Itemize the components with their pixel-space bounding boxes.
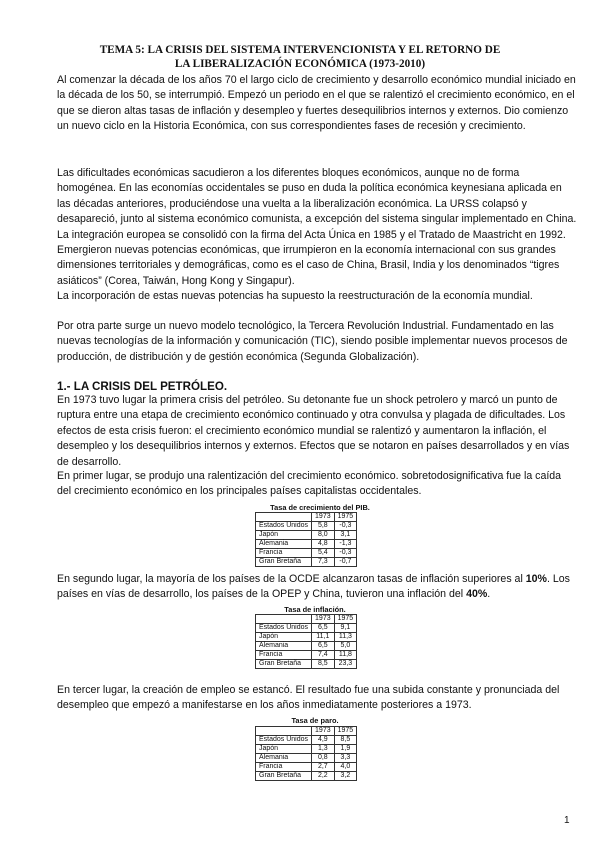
table-row — [256, 540, 357, 549]
table-header-empty — [256, 513, 312, 522]
value-cell: -1,3 — [334, 540, 357, 549]
value-cell: 11,1 — [312, 633, 335, 642]
country-cell: Japón — [256, 633, 312, 642]
value-cell: 7,3 — [312, 558, 335, 567]
table-row — [256, 754, 357, 763]
gdp-growth-table — [255, 512, 357, 567]
section-paragraph-2: En primer lugar, se produjo una ralentización del crecimiento económico. sobretodosignificativa fue la caída del crecimiento económico en los principales países capitalistas occidentales. — [57, 470, 562, 498]
value-cell: 1,3 — [312, 745, 335, 754]
intro-paragraph-1: Al comenzar la década de los años 70 el largo ciclo de crecimiento y desarrollo económico mundial iniciado en la década de los 50, se interrumpió. Empezó un periodo en el que se ralentizó el crecimiento económico, en el que se dieron altas tasas de inflación y desempleo y fuertes desequilibrios internos y externos. Dio comienzo un nuevo ciclo en la Historia Económica, con sus correspondientes fases de recesión y crecimiento. — [57, 74, 576, 133]
value-cell: 8,5 — [312, 660, 335, 669]
value-cell: -0,3 — [334, 522, 357, 531]
table-header-year: 1975 — [334, 727, 357, 736]
country-cell: Gran Bretaña — [256, 772, 312, 781]
intro-paragraph-3: La incorporación de estas nuevas potencias ha supuesto la reestructuración de la economía mundial. — [57, 290, 533, 302]
value-cell: 8,5 — [334, 736, 357, 745]
table-row — [256, 651, 357, 660]
table-header-year: 1973 — [312, 513, 335, 522]
table-row — [256, 736, 357, 745]
value-cell: 4,0 — [334, 763, 357, 772]
table-header-row — [256, 513, 357, 522]
table-row — [256, 558, 357, 567]
value-cell: 3,1 — [334, 531, 357, 540]
inflation-value-developing: 40% — [466, 588, 488, 601]
section-paragraph-3 — [57, 572, 577, 603]
country-cell: Estados Unidos — [256, 736, 312, 745]
value-cell: -0,3 — [334, 549, 357, 558]
value-cell: 9,1 — [334, 624, 357, 633]
unemployment-table — [255, 726, 357, 781]
country-cell: Estados Unidos — [256, 522, 312, 531]
value-cell: 5,4 — [312, 549, 335, 558]
table-row — [256, 624, 357, 633]
section-paragraph-1: En 1973 tuvo lugar la primera crisis del petróleo. Su detonante fue un shock petrolero y marcó un punto de ruptura entre una etapa de crecimiento económico continuado y otra convulsa y plagada de dificultades. Los efectos de esta crisis fueron: el crecimiento económico mundial se ralentizó y aumentaron la inflación, el desempleo y los desequilibrios internos y externos. Efectos que se notaron en países desarrollados y en vías de desarrollo. — [57, 394, 570, 468]
inflation-text-middle: . Los países en vías de desarrollo, los países de la OPEP y China, tuvieron una inflación del — [57, 573, 570, 601]
value-cell: 2,2 — [312, 772, 335, 781]
value-cell: 6,5 — [312, 642, 335, 651]
value-cell: 11,3 — [334, 633, 357, 642]
inflation-text-start: En segundo lugar, la mayoría de los países de la OCDE alcanzaron tasas de inflación superiores al — [57, 573, 526, 585]
value-cell: 23,3 — [334, 660, 357, 669]
country-cell: Japón — [256, 745, 312, 754]
value-cell: 5,8 — [312, 522, 335, 531]
table-row — [256, 745, 357, 754]
table-row — [256, 660, 357, 669]
document-title-line-1: TEMA 5: LA CRISIS DEL SISTEMA INTERVENCIONISTA Y EL RETORNO DE — [99, 44, 501, 56]
value-cell: 4,8 — [312, 540, 335, 549]
value-cell: 1,9 — [334, 745, 357, 754]
country-cell: Alemania — [256, 642, 312, 651]
table-header-empty — [256, 727, 312, 736]
inflation-table-caption: Tasa de inflación. — [284, 605, 346, 614]
unemployment-table-caption: Tasa de paro. — [291, 716, 339, 725]
section-heading: 1.- LA CRISIS DEL PETRÓLEO. — [57, 380, 228, 393]
table-row — [256, 549, 357, 558]
country-cell: Alemania — [256, 754, 312, 763]
country-cell: Gran Bretaña — [256, 660, 312, 669]
table-row — [256, 642, 357, 651]
value-cell: 4,9 — [312, 736, 335, 745]
value-cell: 8,0 — [312, 531, 335, 540]
table-header-row — [256, 727, 357, 736]
country-cell: Francia — [256, 763, 312, 772]
table-row — [256, 633, 357, 642]
table-row — [256, 763, 357, 772]
page-number: 1 — [564, 815, 570, 826]
country-cell: Gran Bretaña — [256, 558, 312, 567]
gdp-table-caption: Tasa de crecimiento del PIB. — [270, 503, 370, 512]
intro-paragraph-4: Por otra parte surge un nuevo modelo tecnológico, la Tercera Revolución Industrial. Fundamentado en las nuevas tecnologías de la información y comunicación (TIC), siendo posible implementar nuevos procesos de producción, de distribución y de gestión económica (Segunda Globalización). — [57, 320, 568, 363]
country-cell: Francia — [256, 651, 312, 660]
table-row — [256, 772, 357, 781]
value-cell: 3,2 — [334, 772, 357, 781]
intro-paragraph-2: Las dificultades económicas sacudieron a los diferentes bloques económicos, aunque no de forma homogénea. En las economías occidentales se puso en duda la política económica keynesiana aplicada en las décadas anteriores, produciéndose una vuelta a la liberalización económica. La URSS colapsó y desapareció, junto al sistema económico comunista, a excepción del sistema singular implementado en China. La integración europea se consolidó con la firma del Acta Única en 1985 y el Tratado de Maastricht en 1992. Emergieron nuevas potencias económicas, que irrumpieron en la economía internacional con sus grandes dimensiones territoriales y demográficas, como es el caso de China, Brasil, India y los denominados “tigres asiáticos” (Corea, Taiwán, Hong Kong y Singapur). — [57, 167, 577, 287]
table-header-year: 1973 — [312, 615, 335, 624]
inflation-table — [255, 614, 357, 669]
value-cell: 3,3 — [334, 754, 357, 763]
table-header-year: 1975 — [334, 615, 357, 624]
inflation-text-end: . — [487, 588, 491, 601]
section-paragraph-4: En tercer lugar, la creación de empleo se estancó. El resultado fue una subida constante y pronunciada del desempleo que empezó a manifestarse en los años inmediatamente posteriores a 1973. — [57, 684, 560, 712]
inflation-value-ocde: 10% — [525, 573, 547, 585]
country-cell: Japón — [256, 531, 312, 540]
table-header-empty — [256, 615, 312, 624]
country-cell: Estados Unidos — [256, 624, 312, 633]
value-cell: 6,5 — [312, 624, 335, 633]
value-cell: -0,7 — [334, 558, 357, 567]
value-cell: 2,7 — [312, 763, 335, 772]
country-cell: Alemania — [256, 540, 312, 549]
table-row — [256, 522, 357, 531]
value-cell: 11,8 — [334, 651, 357, 660]
table-header-year: 1975 — [334, 513, 357, 522]
document-title-line-2: LA LIBERALIZACIÓN ECONÓMICA (1973-2010) — [174, 58, 426, 70]
country-cell: Francia — [256, 549, 312, 558]
table-row — [256, 531, 357, 540]
value-cell: 0,8 — [312, 754, 335, 763]
table-header-year: 1973 — [312, 727, 335, 736]
table-header-row — [256, 615, 357, 624]
value-cell: 7,4 — [312, 651, 335, 660]
value-cell: 5,0 — [334, 642, 357, 651]
